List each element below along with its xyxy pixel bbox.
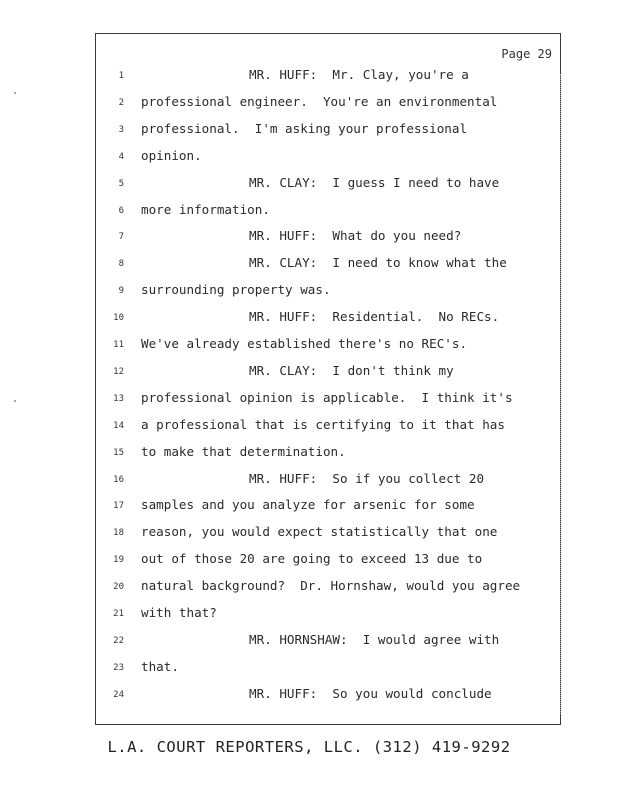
line-text: a professional that is certifying to it that has (141, 416, 505, 432)
line-number: 9 (118, 286, 124, 297)
line-number: 15 (113, 447, 124, 458)
line-number: 21 (113, 609, 124, 619)
transcript-line (96, 686, 556, 713)
transcript-line (96, 94, 556, 121)
transcript-line (96, 363, 556, 390)
page-number-label: Page 29 (501, 47, 552, 61)
scan-edge-artifact (559, 74, 561, 714)
line-number: 19 (113, 555, 124, 566)
transcript-line (96, 67, 556, 94)
line-text: MR. HORNSHAW: I would agree with (249, 631, 500, 647)
line-text: professional opinion is applicable. I think it's (141, 389, 513, 405)
transcript-line (96, 524, 556, 551)
line-number: 1 (118, 71, 124, 81)
transcript-line (96, 497, 556, 524)
line-text: MR. CLAY: I guess I need to have (249, 174, 500, 190)
line-text: professional engineer. You're an environmental (141, 93, 498, 109)
line-number: 5 (118, 178, 124, 189)
line-number: 3 (118, 124, 124, 135)
transcript-line (96, 605, 556, 632)
transcript-line (96, 632, 556, 659)
line-text: that. (141, 658, 179, 674)
line-text: surrounding property was. (141, 282, 331, 298)
line-text: opinion. (141, 147, 202, 163)
line-text: MR. CLAY: I don't think my (249, 362, 454, 378)
line-number: 6 (118, 205, 124, 216)
scan-speck (14, 400, 16, 402)
line-text: with that? (141, 605, 217, 620)
line-text: samples and you analyze for arsenic for some (141, 497, 475, 513)
line-number: 12 (113, 366, 124, 377)
line-text: more information. (141, 201, 270, 217)
transcript-line (96, 390, 556, 417)
transcript-line (96, 444, 556, 471)
line-number: 17 (113, 501, 124, 512)
transcript-line (96, 148, 556, 175)
line-number: 8 (118, 259, 124, 270)
line-number: 2 (118, 97, 124, 108)
line-text: professional. I'm asking your professional (141, 120, 468, 136)
line-text: out of those 20 are going to exceed 13 due to (141, 551, 483, 567)
line-text: MR. HUFF: So if you collect 20 (249, 470, 485, 486)
transcript-line (96, 255, 556, 282)
line-text: MR. HUFF: Mr. Clay, you're a (249, 67, 469, 82)
line-number: 16 (113, 474, 124, 485)
line-number: 18 (113, 528, 124, 539)
line-number: 11 (113, 340, 124, 350)
line-number: 13 (113, 393, 124, 404)
line-number: 20 (113, 582, 124, 593)
transcript-line (96, 578, 556, 605)
scan-speck (14, 92, 16, 94)
line-text: MR. HUFF: Residential. No RECs. (249, 309, 500, 325)
transcript-line (96, 551, 556, 578)
line-number: 22 (113, 635, 124, 646)
line-number: 10 (113, 313, 124, 324)
line-text: to make that determination. (141, 443, 346, 459)
line-text: reason, you would expect statistically that one (141, 524, 498, 540)
transcript-line (96, 202, 556, 229)
line-text: We've already established there's no REC's. (141, 336, 468, 351)
transcript-line (96, 659, 556, 686)
transcript-line (96, 175, 556, 202)
transcript-line (96, 228, 556, 255)
transcript-line (96, 121, 556, 148)
line-number: 23 (113, 662, 124, 673)
line-number: 7 (118, 232, 124, 243)
transcript-line (96, 282, 556, 309)
transcript-line (96, 309, 556, 336)
line-number: 4 (118, 151, 124, 162)
transcript-page (95, 33, 561, 725)
court-reporter-footer: L.A. COURT REPORTERS, LLC. (312) 419-9292 (107, 738, 511, 756)
line-number: 14 (113, 420, 124, 431)
line-text: MR. CLAY: I need to know what the (249, 255, 507, 271)
transcript-line (96, 471, 556, 498)
line-number: 24 (113, 689, 124, 700)
transcript-line (96, 417, 556, 444)
line-text: MR. HUFF: What do you need? (249, 228, 462, 244)
transcript-line (96, 336, 556, 363)
line-text: MR. HUFF: So you would conclude (249, 685, 492, 701)
line-text: natural background? Dr. Hornshaw, would you agree (141, 578, 521, 594)
